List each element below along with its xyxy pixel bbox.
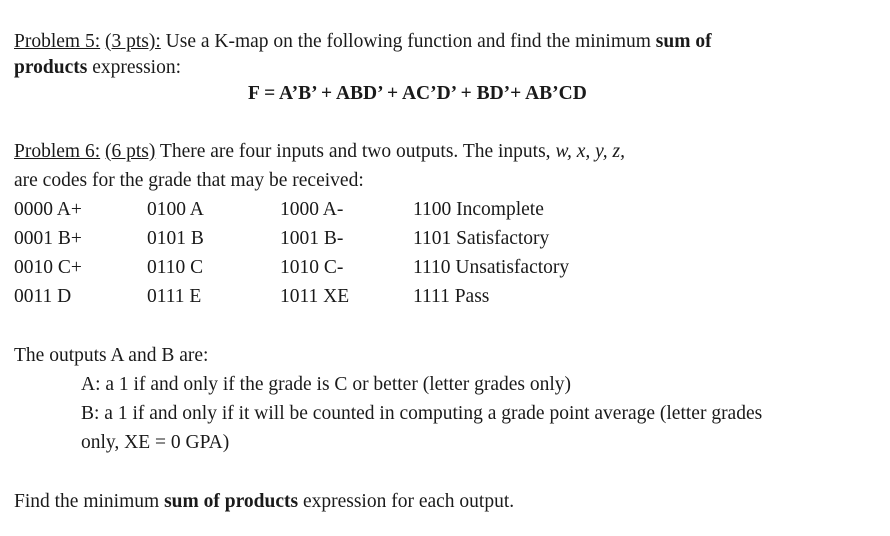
problem5-bold-products: products — [14, 57, 88, 78]
problem6-line1 — [14, 140, 625, 164]
problem5-points: (3 pts): — [105, 31, 161, 52]
grade-code: 0001 B+ — [14, 228, 82, 249]
grade-code: 0111 E — [147, 286, 202, 307]
problem5-text: Use a K-map on the following function and find the minimum — [165, 31, 651, 52]
grade-code: 1000 A- — [280, 199, 344, 220]
problem6-inputs: w, x, y, z, — [555, 141, 625, 162]
outputs-intro: The outputs A and B are: — [14, 345, 209, 366]
problem6-points: (6 pts) — [105, 141, 156, 162]
problem5-label: Problem 5: — [14, 31, 101, 52]
grade-code: 1111 Pass — [413, 286, 490, 307]
problem5-line1 — [14, 30, 712, 54]
grade-code: 1101 Satisfactory — [413, 228, 550, 249]
final-instruction — [14, 490, 514, 514]
grade-code: 1100 Incomplete — [413, 199, 544, 220]
final-instruction-post: expression for each output. — [302, 491, 515, 512]
grade-code: 0100 A — [147, 199, 204, 220]
grade-code: 0110 C — [147, 257, 204, 278]
grade-code: 0000 A+ — [14, 199, 82, 220]
problem5-bold-sum-of: sum of — [655, 31, 712, 52]
grade-code: 1001 B- — [280, 228, 344, 249]
grade-code: 0010 C+ — [14, 257, 82, 278]
grade-code: 1110 Unsatisfactory — [413, 257, 570, 278]
output-b-description-line2: only, XE = 0 GPA) — [81, 432, 230, 453]
problem6-label: Problem 6: — [14, 141, 101, 162]
problem5-equation: F = A’B’ + ABD’ + AC’D’ + BD’+ AB’CD — [248, 83, 587, 104]
grade-code: 0011 D — [14, 286, 72, 307]
final-instruction-bold: sum of products — [164, 491, 299, 512]
problem5-text2: expression: — [92, 57, 182, 78]
grade-code: 1010 C- — [280, 257, 344, 278]
problem6-text: There are four inputs and two outputs. The inputs, — [159, 141, 551, 162]
output-b-description-line1: B: a 1 if and only if it will be counted in computing a grade point average (letter grades — [81, 403, 763, 424]
grade-code: 1011 XE — [280, 286, 350, 307]
final-instruction-pre: Find the minimum — [14, 491, 160, 512]
problem6-line2: are codes for the grade that may be received: — [14, 170, 364, 191]
output-a-description: A: a 1 if and only if the grade is C or better (letter grades only) — [81, 374, 572, 395]
problem5-line2 — [14, 56, 181, 80]
grade-code: 0101 B — [147, 228, 204, 249]
